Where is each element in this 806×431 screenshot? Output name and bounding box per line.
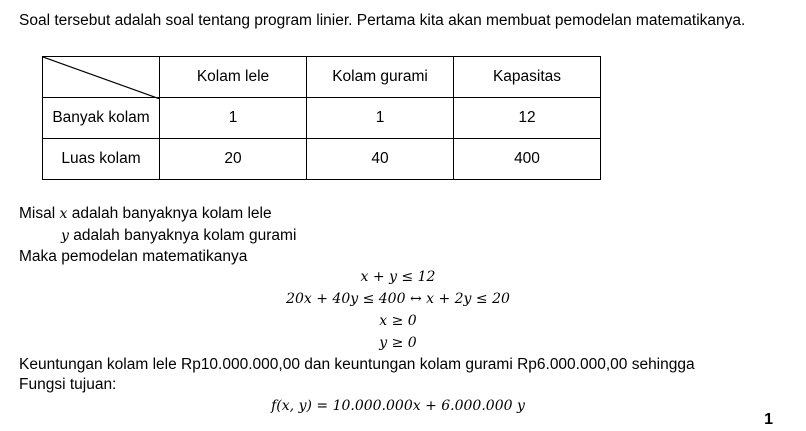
objective-function: f(x, y) = 10.000.000x + 6.000.000 y [271, 398, 525, 414]
table-row [43, 98, 601, 139]
table-cell: 12 [454, 98, 601, 139]
constraint-2: 20x + 40y ≤ 400 ↔ x + 2y ≤ 20 [286, 291, 510, 307]
table-header-row [43, 57, 601, 98]
definition-y [61, 227, 296, 245]
table-header-cell: Kapasitas [454, 57, 601, 98]
table-cell: 1 [160, 98, 307, 139]
constraint-3: x ≥ 0 [379, 313, 417, 329]
table-header-cell: Kolam lele [160, 57, 307, 98]
variable-x: x [59, 206, 68, 222]
constraint-1: x + y ≤ 12 [360, 269, 436, 285]
table-cell: 20 [160, 139, 307, 180]
table-cell: 1 [307, 98, 454, 139]
page-number: 1 [764, 411, 773, 428]
row-label: Luas kolam [43, 139, 160, 180]
table-header-cell: Kolam gurami [307, 57, 454, 98]
table-corner-cell [43, 57, 160, 98]
variable-y: y [61, 228, 69, 244]
definition-prefix: Misal [19, 205, 60, 222]
definition-x-text: adalah banyaknya kolam lele [67, 205, 272, 222]
table-cell: 40 [307, 139, 454, 180]
constraint-4: y ≥ 0 [379, 335, 417, 351]
diagonal-line [43, 57, 160, 99]
row-label: Banyak kolam [43, 98, 160, 139]
model-intro: Maka pemodelan matematikanya [19, 248, 248, 265]
definition-x [19, 205, 272, 223]
data-table [42, 56, 601, 180]
objective-label: Fungsi tujuan: [19, 376, 117, 393]
table-cell: 400 [454, 139, 601, 180]
intro-paragraph: Soal tersebut adalah soal tentang program linier. Pertama kita akan membuat pemodelan matematikanya. [19, 12, 746, 29]
profit-text: Keuntungan kolam lele Rp10.000.000,00 dan keuntungan kolam gurami Rp6.000.000,00 sehingga [19, 356, 695, 373]
definition-y-text: adalah banyaknya kolam gurami [68, 227, 297, 244]
table-row [43, 139, 601, 180]
